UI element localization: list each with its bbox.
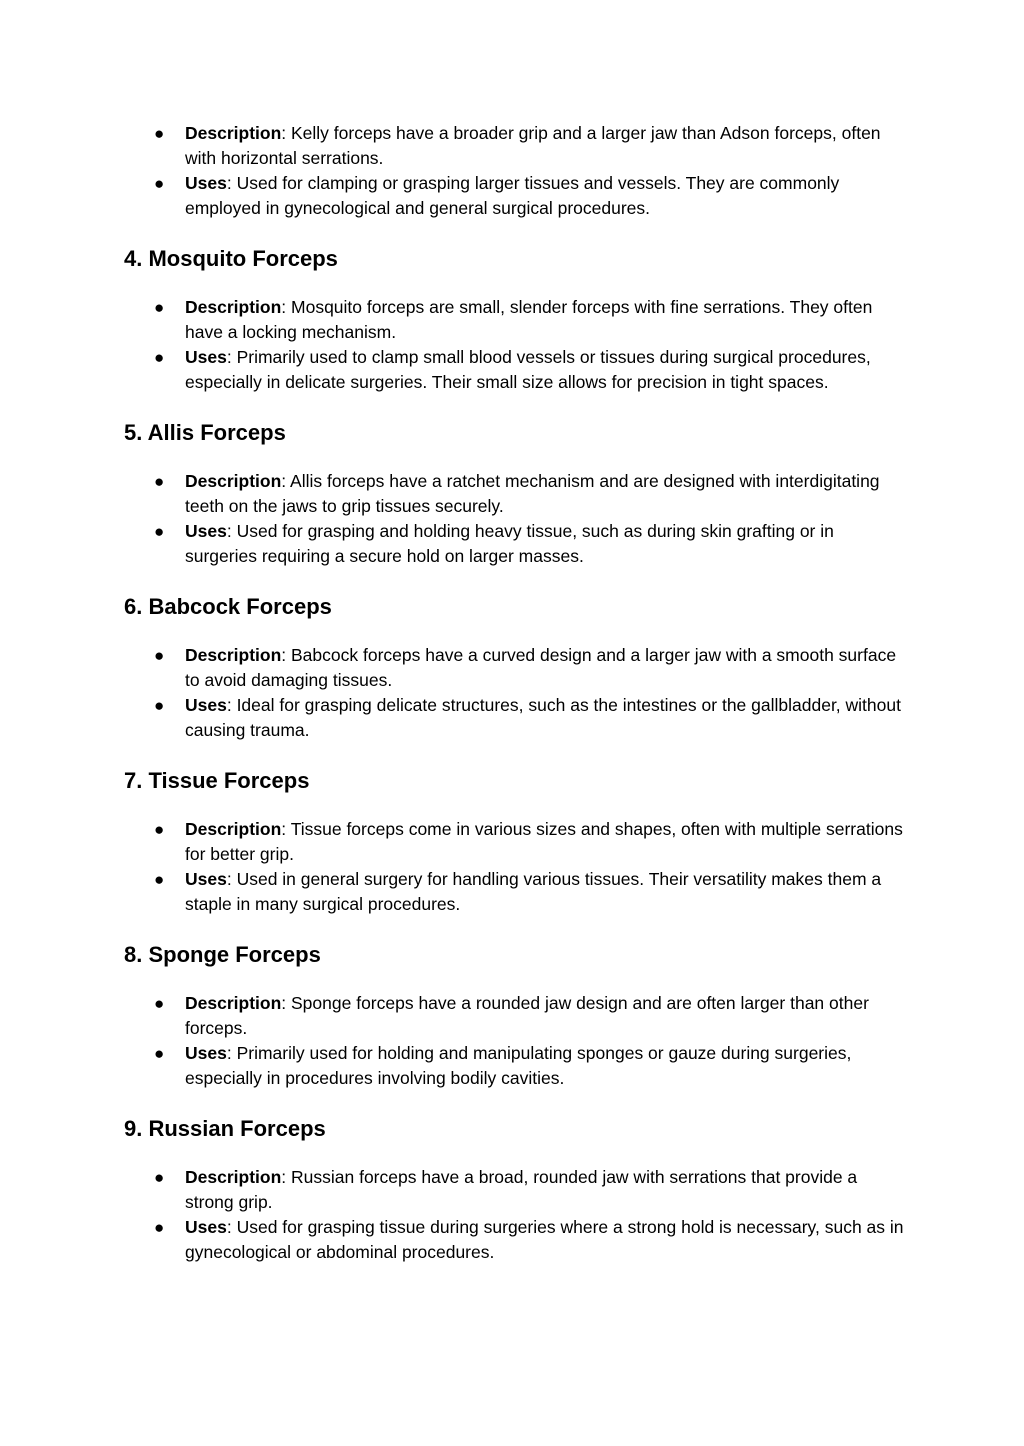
item-label: Description [185,297,282,317]
list-item [124,991,904,1041]
bullet-list [124,817,904,917]
section-heading: 5. Allis Forceps [124,420,286,445]
item-text: : Kelly forceps have a broader grip and a larger jaw than Adson forceps, often with horizontal serrations. [185,123,881,168]
section-heading: 8. Sponge Forceps [124,942,321,967]
item-text: : Ideal for grasping delicate structures, such as the intestines or the gallbladder, without causing trauma. [185,695,901,740]
list-item [124,1041,904,1091]
list-item [124,295,904,345]
bullet-icon: ● [154,124,165,143]
list-item [124,121,904,171]
intro-bullet-list [124,121,904,221]
section-sponge-forceps [124,941,904,1091]
item-text: : Used for grasping tissue during surgeries where a strong hold is necessary, such as in gynecological or abdominal procedures. [185,1217,904,1262]
item-label: Uses [185,347,227,367]
bullet-list [124,991,904,1091]
list-item [124,693,904,743]
item-text: : Used for clamping or grasping larger tissues and vessels. They are commonly employed in gynecological and general surgical procedures. [185,173,840,218]
section-heading: 9. Russian Forceps [124,1116,326,1141]
list-item [124,643,904,693]
bullet-icon: ● [154,472,165,491]
bullet-icon: ● [154,870,165,889]
list-item [124,345,904,395]
section-allis-forceps [124,419,904,569]
bullet-list [124,1165,904,1265]
list-item [124,817,904,867]
section-babcock-forceps [124,593,904,743]
bullet-icon: ● [154,1044,165,1063]
item-label: Description [185,1167,282,1187]
list-item [124,1165,904,1215]
bullet-icon: ● [154,522,165,541]
item-text: : Tissue forceps come in various sizes and shapes, often with multiple serrations for better grip. [185,819,903,864]
section-heading: 4. Mosquito Forceps [124,246,338,271]
item-text: : Used in general surgery for handling various tissues. Their versatility makes them a staple in many surgical procedures. [185,869,882,914]
item-label: Description [185,471,282,491]
bullet-list [124,469,904,569]
bullet-list [124,295,904,395]
item-label: Uses [185,1217,227,1237]
bullet-list [124,643,904,743]
item-label: Uses [185,869,227,889]
section-tissue-forceps [124,767,904,917]
list-item [124,469,904,519]
item-text: : Primarily used to clamp small blood vessels or tissues during surgical procedures, especially in delicate surgeries. Their small size allows for precision in tight spaces. [185,347,871,392]
item-text: : Mosquito forceps are small, slender forceps with fine serrations. They often have a locking mechanism. [185,297,873,342]
item-label: Description [185,993,282,1013]
section-heading: 7. Tissue Forceps [124,768,310,793]
item-label: Description [185,123,282,143]
bullet-icon: ● [154,174,165,193]
item-text: : Primarily used for holding and manipulating sponges or gauze during surgeries, especially in procedures involving bodily cavities. [185,1043,852,1088]
section-mosquito-forceps [124,245,904,395]
item-label: Uses [185,173,227,193]
item-label: Uses [185,521,227,541]
item-label: Uses [185,1043,227,1063]
item-label: Uses [185,695,227,715]
bullet-icon: ● [154,696,165,715]
section-russian-forceps [124,1115,904,1265]
bullet-icon: ● [154,820,165,839]
bullet-icon: ● [154,994,165,1013]
bullet-icon: ● [154,646,165,665]
bullet-icon: ● [154,1168,165,1187]
item-label: Description [185,645,282,665]
bullet-icon: ● [154,1218,165,1237]
list-item [124,171,904,221]
bullet-icon: ● [154,348,165,367]
bullet-icon: ● [154,298,165,317]
item-text: : Allis forceps have a ratchet mechanism and are designed with interdigitating teeth on the jaws to grip tissues securely. [185,471,880,516]
item-text: : Sponge forceps have a rounded jaw design and are often larger than other forceps. [185,993,869,1038]
list-item [124,867,904,917]
section-heading: 6. Babcock Forceps [124,594,332,619]
sections [124,245,904,1265]
list-item [124,1215,904,1265]
item-text: : Babcock forceps have a curved design and a larger jaw with a smooth surface to avoid damaging tissues. [185,645,897,690]
list-item [124,519,904,569]
item-label: Description [185,819,282,839]
item-text: : Russian forceps have a broad, rounded jaw with serrations that provide a strong grip. [185,1167,858,1212]
document-content [124,121,904,1265]
item-text: : Used for grasping and holding heavy tissue, such as during skin grafting or in surgeries requiring a secure hold on larger masses. [185,521,834,566]
